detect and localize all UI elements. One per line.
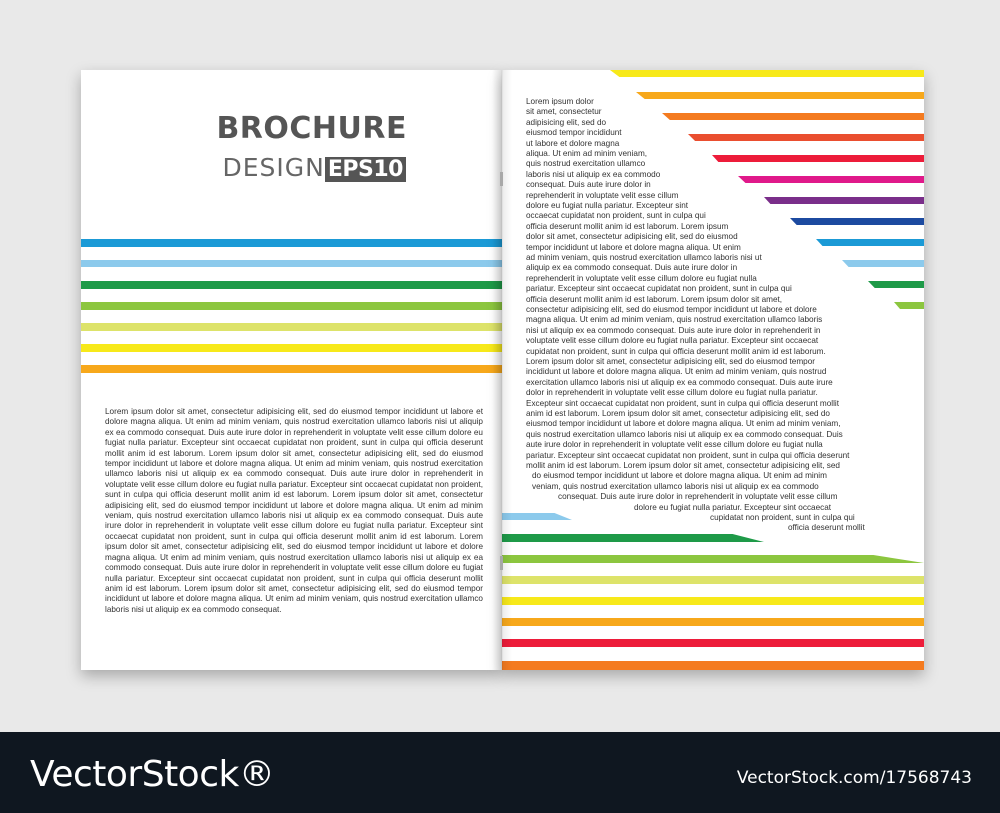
right-text-line: dolore eu fugiat nulla pariatur. Excepteur sint occaecat xyxy=(634,502,832,512)
color-band-green xyxy=(81,281,502,289)
right-text-line: consectetur adipisicing elit, sed do eiusmod tempor incididunt ut labore et dolore xyxy=(526,305,817,314)
right-text-line: dolore eu fugiat nulla pariatur. Excepteur sint xyxy=(526,201,689,210)
right-bottom-stripe-orange xyxy=(502,618,924,626)
right-text-line: dolor sit amet, consectetur adipisicing elit, sed do eiusmod xyxy=(526,232,738,242)
right-bottom-stripe-lime xyxy=(502,555,924,563)
right-text-line: Lorem ipsum dolor sit amet, consectetur adipisicing elit, sed do eiusmod tempor xyxy=(526,357,815,366)
right-text-line: pariatur. Excepteur sint occaecat cupidatat non proident, sunt in culpa qui officia deserunt xyxy=(526,450,850,460)
right-text-line: tempor incididunt ut labore et dolore magna aliqua. Ut enim xyxy=(526,242,741,252)
right-bottom-stripe-light-blue xyxy=(502,513,572,520)
right-stripe-red xyxy=(712,155,924,162)
color-band-yellow xyxy=(81,344,502,352)
spine-staple-bottom xyxy=(500,556,503,570)
right-bottom-stripe-green xyxy=(502,534,764,542)
right-text-line: pariatur. Excepteur sint occaecat cupidatat non proident, sunt in culpa qui xyxy=(526,284,792,294)
color-band-light-blue xyxy=(81,260,502,267)
right-text-line: mollit anim id est laborum. Lorem ipsum dolor sit amet, consectetur adipisicing elit, sed xyxy=(526,461,840,470)
right-text-line: exercitation ullamco laboris nisi ut aliquip ex ea commodo consequat. Duis aute irure xyxy=(526,377,833,387)
right-text-line: aliqua. Ut enim ad minim veniam, xyxy=(526,149,648,158)
right-bottom-stripe-yellow xyxy=(502,597,924,605)
right-text-line: reprehenderit in voluptate velit esse cillum xyxy=(526,190,679,200)
brochure-subtitle xyxy=(184,154,406,186)
vectorstock-logo: VectorStock® xyxy=(30,754,275,795)
right-text-line: anim id est laborum. Lorem ipsum dolor sit amet, consectetur adipisicing elit, sed do xyxy=(526,409,830,418)
brochure-left-page xyxy=(81,70,502,670)
right-text-line: adipisicing elit, sed do xyxy=(526,117,607,127)
left-page-body-text: Lorem ipsum dolor sit amet, consectetur adipisicing elit, sed do eiusmod tempor incididunt ut labore et dolore magna aliqua. Ut enim ad minim veniam, quis nostrud exercitation ullamco laboris nisi ut aliquip ex ea commodo consequat. Duis aute irure dolor in reprehenderit in voluptate velit esse cillum dolore eu fugiat nulla pariatur. Excepteur sint occaecat cupidatat non proident, sunt in culpa qui officia deserunt mollit anim id est laborum. Lorem ipsum dolor sit amet, consectetur adipisicing elit, sed do eiusmod tempor incididunt ut labore et dolore magna aliqua. Ut enim ad minim veniam, quis nostrud exercitation ullamco laboris nisi ut aliquip ex ea commodo consequat. Duis aute irure dolor in reprehenderit in voluptate velit esse cillum dolore eu fugiat nulla pariatur. Excepteur sint occaecat cupidatat non proident, sunt in culpa qui officia deserunt mollit anim id est laborum. Lorem ipsum dolor sit amet, consectetur adipisicing elit, sed do eiusmod tempor incididunt ut labore et dolore magna aliqua. Ut enim ad minim veniam, quis nostrud exercitation ullamco laboris nisi ut aliquip ex ea commodo consequat. Duis aute irure dolor in reprehenderit in voluptate velit esse cillum dolore eu fugiat nulla pariatur. Excepteur sint occaecat cupidatat non proident, sunt in culpa qui officia deserunt mollit anim id est laborum. Lorem ipsum dolor sit amet, consectetur adipisicing elit, sed do eiusmod tempor incididunt ut labore et dolore magna aliqua. Ut enim ad minim veniam, quis nostrud exercitation ullamco laboris nisi ut aliquip ex ea commodo consequat. Duis aute irure dolor in reprehenderit in voluptate velit esse cillum dolore eu fugiat nulla pariatur. Excepteur sint occaecat cupidatat non proident, sunt in culpa qui officia deserunt mollit anim id est laborum. Lorem ipsum dolor sit amet, consectetur adipisicing elit, sed do eiusmod tempor incididunt ut labore et dolore magna aliqua. Ut enim ad minim veniam, quis nostrud exercitation ullamco laboris nisi ut aliquip ex ea commodo consequat. xyxy=(105,407,483,614)
right-text-line: voluptate velit esse cillum dolore eu fugiat nulla pariatur. Excepteur sint occaecat xyxy=(526,336,819,346)
right-text-line: eiusmod tempor incididunt ut labore et dolore magna aliqua. Ut enim ad minim veniam, xyxy=(526,419,841,429)
right-text-line: ad minim veniam, quis nostrud exercitation ullamco laboris nisi ut xyxy=(526,253,762,262)
right-text-line: reprehenderit in voluptate velit esse cillum dolore eu fugiat nulla xyxy=(526,273,757,283)
right-text-line: officia deserunt mollit xyxy=(788,523,865,533)
right-text-line: do eiusmod tempor incididunt ut labore et dolore magna aliqua. Ut enim ad minim xyxy=(532,471,827,481)
right-stripe-yellow xyxy=(610,70,924,77)
watermark-footer xyxy=(0,732,1000,813)
right-text-line: occaecat cupidatat non proident, sunt in culpa qui xyxy=(526,211,706,221)
right-text-line: consequat. Duis aute irure dolor in reprehenderit in voluptate velit esse cillum xyxy=(558,492,838,502)
right-stripe-magenta xyxy=(738,176,924,183)
right-text-line: Excepteur sint occaecat cupidatat non proident, sunt in culpa qui officia deserunt mollit xyxy=(526,398,839,408)
right-text-line: laboris nisi ut aliquip ex ea commodo xyxy=(526,169,661,179)
vectorstock-image-id: VectorStock.com/17568743 xyxy=(736,768,972,788)
right-stripe-dark-orange xyxy=(662,113,924,120)
color-band-lime xyxy=(81,302,502,310)
brochure-subtitle-text: DESIGN xyxy=(222,153,325,182)
color-band-yellow-green xyxy=(81,323,502,331)
right-text-line: nisi ut aliquip ex ea commodo consequat. Duis aute irure dolor in reprehenderit in xyxy=(526,325,821,335)
brochure-subtitle-tag: EPS10 xyxy=(325,157,406,182)
brochure-title: BROCHURE xyxy=(216,111,407,146)
right-stripe-navy xyxy=(790,218,924,225)
right-text-line: cupidatat non proident, sunt in culpa qui xyxy=(710,513,855,522)
right-bottom-stripe-red xyxy=(502,639,924,647)
right-text-line: aute irure dolor in reprehenderit in voluptate velit esse cillum dolore eu fugiat nulla xyxy=(526,440,823,450)
right-text-line: ut labore et dolore magna xyxy=(526,138,620,148)
right-text-line: sit amet, consectetur xyxy=(526,107,602,117)
right-text-line: quis nostrud exercitation ullamco laboris nisi ut aliquip ex ea commodo consequat. Duis xyxy=(526,429,843,439)
right-text-line: cupidatat non proident, sunt in culpa qui officia deserunt mollit anim id est laborum. xyxy=(526,346,826,356)
right-text-line: quis nostrud exercitation ullamco xyxy=(526,159,646,169)
right-bottom-stripe-dark-orange xyxy=(502,661,924,670)
spine-staple-top xyxy=(500,172,503,186)
right-text-line: aliquip ex ea commodo consequat. Duis aute irure dolor in xyxy=(526,263,738,273)
brochure-right-page xyxy=(502,70,924,670)
right-stripe-orange xyxy=(636,92,924,99)
right-text-line: veniam, quis nostrud exercitation ullamco laboris nisi ut aliquip ex ea commodo xyxy=(532,481,819,491)
right-text-line: consequat. Duis aute irure dolor in xyxy=(526,180,651,190)
right-text-line: officia deserunt mollit anim id est laborum. Lorem ipsum dolor sit amet, xyxy=(526,294,783,304)
right-stripe-purple xyxy=(764,197,924,204)
right-bottom-stripe-yellow-green xyxy=(502,576,924,584)
right-text-line: incididunt ut labore et dolore magna aliqua. Ut enim ad minim veniam, quis nostrud xyxy=(526,367,827,377)
right-stripe-blue xyxy=(816,239,924,246)
right-stripe-red-orange xyxy=(688,134,924,141)
right-text-line: magna aliqua. Ut enim ad minim veniam, quis nostrud exercitation ullamco laboris xyxy=(526,315,823,325)
right-stripe-green xyxy=(868,281,924,288)
right-text-line: Lorem ipsum dolor xyxy=(526,97,594,106)
color-band-blue xyxy=(81,239,502,247)
right-stripe-lime xyxy=(894,302,924,309)
right-text-line: eiusmod tempor incididunt xyxy=(526,128,622,138)
right-text-line: officia deserunt mollit anim id est laborum. Lorem ipsum xyxy=(526,221,729,231)
right-text-line: dolor in reprehenderit in voluptate velit esse cillum dolore eu fugiat nulla pariatur. xyxy=(526,388,818,398)
color-band-orange xyxy=(81,365,502,373)
right-stripe-light-blue xyxy=(842,260,924,267)
